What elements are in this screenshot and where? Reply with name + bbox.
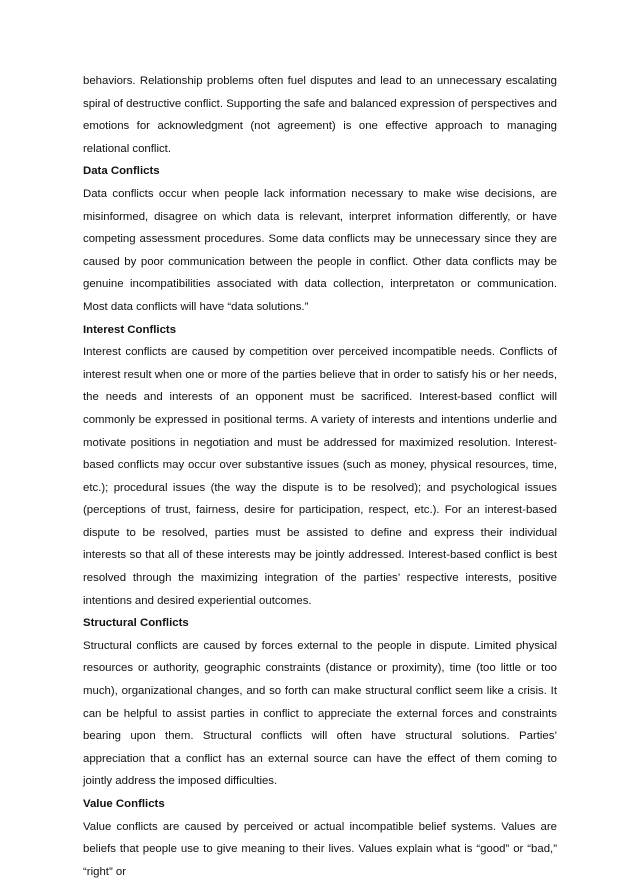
- intro-paragraph: behaviors. Relationship problems often fuel disputes and lead to an unnecessary escalating spiral of destructive conflict. Supporting the safe and balanced expression of perspectives and emotions for acknowledgment (not agreement) is one effective approach to managing relational conflict.: [83, 75, 557, 155]
- section-heading-value-conflicts: Value Conflicts: [83, 798, 165, 810]
- section-heading-structural-conflicts: Structural Conflicts: [83, 617, 189, 630]
- document-page: [83, 70, 557, 883]
- section-body-value-conflicts: Value conflicts are caused by perceived or actual incompatible belief systems. Values are beliefs that people use to give meaning to their lives. Values explain what is “good” or “bad,” “right” or: [83, 820, 557, 878]
- section-body-data-conflicts: Data conflicts occur when people lack information necessary to make wise decisions, are misinformed, disagree on which data is relevant, interpret information differently, or have competing assessment procedures. Some data conflicts may be unnecessary since they are caused by poor communication between the people in conflict. Other data conflicts may be genuine incompatibilities associated with data collection, interpretaton or communication. Most data conflicts will have “data solutions.”: [83, 187, 557, 313]
- section-body-interest-conflicts: Interest conflicts are caused by competition over perceived incompatible needs. Conflicts of interest result when one or more of the parties believe that in order to satisfy his or her needs, the needs and interests of an opponent must be sacrificed. Interest-based conflict will commonly be expressed in positional terms. A variety of interests and intentions underlie and motivate positions in negotiation and must be addressed for maximized resolution. Interest-based conflicts may occur over substantive issues (such as money, physical resources, time, etc.); procedural issues (the way the dispute is to be resolved); and psychological issues (perceptions of trust, fairness, desire for participation, respect, etc.). For an interest-based dispute to be resolved, parties must be assisted to define and express their individual interests so that all of these interests may be jointly addressed. Interest-based conflict is best resolved through the maximizing integration of the parties’ respective interests, positive intentions and desired experiential outcomes.: [83, 346, 557, 607]
- section-heading-data-conflicts: Data Conflicts: [83, 165, 160, 178]
- section-body-structural-conflicts: Structural conflicts are caused by forces external to the people in dispute. Limited physical resources or authority, geographic constraints (distance or proximity), time (too little or too much), organizational changes, and so forth can make structural conflict seem like a crisis. It can be helpful to assist parties in conflict to appreciate the external forces and constraints bearing upon them. Structural conflicts will often have structural solutions. Parties’ appreciation that a conflict has an external source can have the effect of them coming to jointly address the imposed difficulties.: [83, 639, 557, 788]
- section-heading-interest-conflicts: Interest Conflicts: [83, 323, 177, 336]
